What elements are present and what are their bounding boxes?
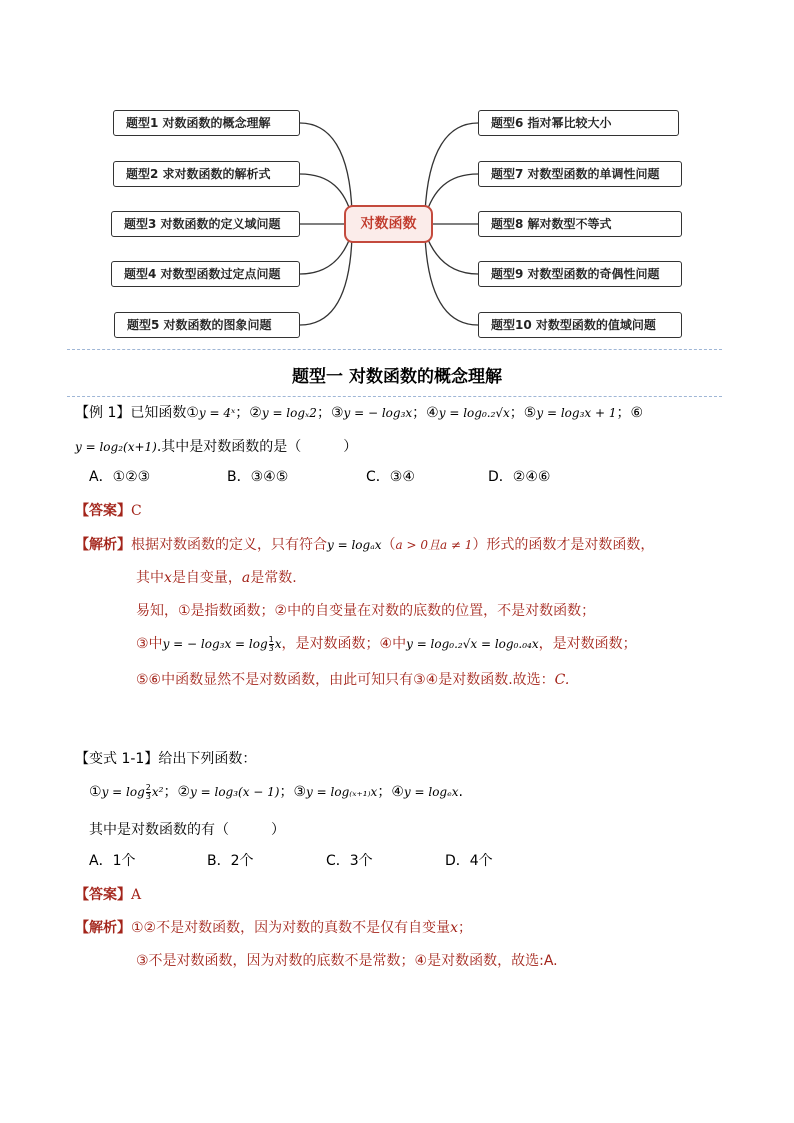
mindmap-item-1: 题型1 对数函数的概念理解 <box>113 110 300 136</box>
divider-bottom <box>67 396 722 397</box>
variant1-f3-math: y = log₍ₓ₊₁₎x <box>306 785 378 799</box>
variant1-tag: 【变式 1-1】 <box>75 751 159 767</box>
variant1-heading <box>75 749 256 769</box>
example1-f4-label: ；④ <box>412 405 439 421</box>
divider-top <box>67 349 722 350</box>
example1-analysis-line4 <box>136 634 637 654</box>
frac-bottom: 3 <box>268 643 274 653</box>
example1-option-b: B．③④⑤ <box>227 469 289 485</box>
variant1-question: 其中是对数函数的有（ ） <box>89 822 285 838</box>
example1-analysis-line3: 易知，①是指数函数；②中的自变量在对数的底数的位置，不是对数函数； <box>136 603 596 619</box>
variant1-analysis-line1 <box>75 918 472 938</box>
frac-bottom: 3 <box>145 791 151 801</box>
analysis-math: y = log₀.₂√x = log₀.₀₄x <box>406 637 539 651</box>
example1-analysis-line1 <box>75 535 654 555</box>
example1-option-a: A．①②③ <box>89 469 151 485</box>
mindmap-item-9: 题型9 对数型函数的奇偶性问题 <box>478 261 682 287</box>
example1-f5-math: y = log₃x + 1 <box>536 406 617 420</box>
example1-f1-math: y = 4ˣ <box>198 406 236 420</box>
analysis-var: x <box>164 570 172 586</box>
example1-tag: 【例 1】 <box>75 405 131 421</box>
mindmap-item-6: 题型6 指对幂比较大小 <box>478 110 679 136</box>
example1-f2-label: ；② <box>235 405 262 421</box>
analysis-math: x <box>274 637 282 651</box>
example1-answer-value: C <box>131 503 142 519</box>
mindmap-item-2: 题型2 求对数函数的解析式 <box>113 161 300 187</box>
variant1-f1-label: ① <box>89 784 102 800</box>
variant1-f3-label: ；③ <box>279 784 307 800</box>
frac-top: 1 <box>268 634 274 644</box>
variant1-f-end: . <box>458 784 463 800</box>
variant1-answer-value: A <box>131 887 142 903</box>
variant1-option-b: B．2个 <box>207 853 254 869</box>
example1-line2 <box>75 437 357 457</box>
analysis-condition: a > 0且a ≠ 1 <box>395 538 473 552</box>
analysis-answer: C. <box>554 672 570 688</box>
analysis-math: y = logₐx <box>327 538 382 552</box>
example1-option-c: C．③④ <box>366 469 415 485</box>
mindmap-item-4: 题型4 对数型函数过定点问题 <box>111 261 300 287</box>
variant1-analysis-line2: ③不是对数函数，因为对数的底数不是常数；④是对数函数，故选:A. <box>136 953 558 969</box>
analysis-text: （ <box>381 537 396 553</box>
variant1-intro: 给出下列函数： <box>158 751 257 767</box>
analysis-text: ）形式的函数才是对数函数， <box>472 537 655 553</box>
frac-top: 2 <box>145 782 151 792</box>
variant1-option-d: D．4个 <box>445 853 493 869</box>
example1-answer-tag: 【答案】 <box>75 503 131 519</box>
variant1-option-c: C．3个 <box>326 853 373 869</box>
variant1-f4-math: y = logₑx <box>403 785 459 799</box>
variant1-functions <box>89 782 463 802</box>
mindmap-item-8: 题型8 解对数型不等式 <box>478 211 682 237</box>
variant1-option-a: A．1个 <box>89 853 136 869</box>
variant1-f2-math: y = log₃(x − 1) <box>190 785 280 799</box>
variant1-answer <box>75 885 141 905</box>
analysis-text: ，是对数函数；④中 <box>281 636 407 652</box>
example1-analysis-line5 <box>136 670 569 690</box>
variant1-answer-tag: 【答案】 <box>75 887 131 903</box>
example1-f4-math: y = log₀.₂√x <box>438 406 510 420</box>
variant1-f1-frac <box>146 784 151 801</box>
analysis-text: ①②不是对数函数，因为对数的真数不是仅有自变量 <box>131 920 451 936</box>
example1-analysis-line2 <box>136 568 297 588</box>
analysis-text: ，是对数函数； <box>538 636 637 652</box>
variant1-f1-math: y = log <box>101 785 145 799</box>
mindmap-item-7: 题型7 对数型函数的单调性问题 <box>478 161 682 187</box>
analysis-text: ③中 <box>136 636 163 652</box>
analysis-var: x <box>450 920 459 936</box>
analysis-text: 根据对数函数的定义，只有符合 <box>131 537 327 553</box>
example1-f6-math: y = log₂(x+1) <box>75 440 157 454</box>
analysis-frac <box>269 636 274 653</box>
example1-option-d: D．②④⑥ <box>488 469 551 485</box>
variant1-f2-label: ；② <box>163 784 191 800</box>
example1-f3-math: y = − log₃x <box>343 406 413 420</box>
analysis-text: ⑤⑥中函数显然不是对数函数，由此可知只有③④是对数函数.故选： <box>136 672 555 688</box>
example1-answer <box>75 501 142 521</box>
example1-f5-label: ；⑤ <box>509 405 537 421</box>
variant1-f1-math-end: x² <box>151 785 164 799</box>
mindmap-center: 对数函数 <box>344 205 433 243</box>
analysis-text: 其中 <box>136 570 164 586</box>
example1-question: .其中是对数函数的是（ ） <box>156 439 358 455</box>
analysis-text: 是常数. <box>250 570 297 586</box>
mindmap-item-5: 题型5 对数函数的图象问题 <box>114 312 300 338</box>
example1-f1-label: ① <box>186 405 199 421</box>
example1-f3-label: ；③ <box>316 405 344 421</box>
example1-analysis-tag: 【解析】 <box>75 537 131 553</box>
section-title: 题型一 对数函数的概念理解 <box>292 367 502 387</box>
analysis-text: ； <box>458 920 473 936</box>
example1-line1 <box>75 403 643 423</box>
analysis-var: a <box>241 570 251 586</box>
variant1-analysis-tag: 【解析】 <box>75 920 131 936</box>
example1-f2-math: y = logₓ2 <box>261 406 317 420</box>
analysis-text: 是自变量， <box>171 570 242 586</box>
mindmap-item-3: 题型3 对数函数的定义域问题 <box>111 211 300 237</box>
example1-intro: 已知函数 <box>130 405 187 421</box>
mindmap-item-10: 题型10 对数型函数的值域问题 <box>478 312 682 338</box>
example1-f6-label: ；⑥ <box>616 405 644 421</box>
analysis-math: y = − log₃x = log <box>162 637 268 651</box>
variant1-f4-label: ；④ <box>377 784 404 800</box>
